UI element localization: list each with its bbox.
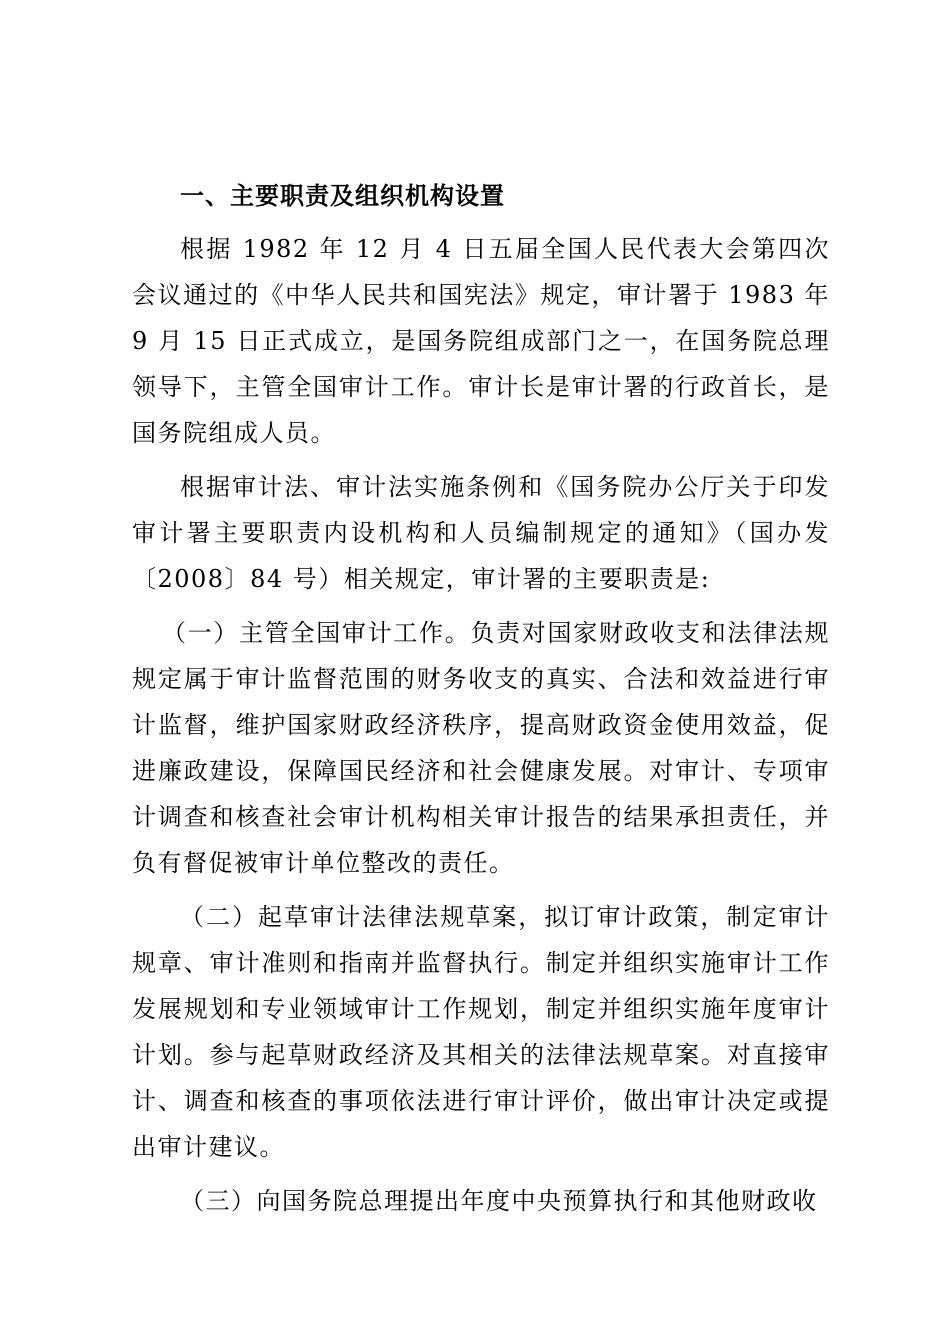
document-body — [132, 174, 830, 1224]
paragraph-duty-1: （一）主管全国审计工作。负责对国家财政收支和法律法规规定属于审计监督范围的财务收支的真实、合法和效益进行审计监督，维护国家财政经济秩序，提高财政资金使用效益，促进廉政建设，保障国民经济和社会健康发展。对审计、专项审计调查和核查社会审计机构相关审计报告的结果承担责任，并负有督促被审计单位整改的责任。 — [132, 619, 830, 877]
section-heading: 一、主要职责及组织机构设置 — [180, 182, 505, 210]
paragraph-duty-2: （二）起草审计法律法规草案，拟订审计政策，制定审计规章、审计准则和指南并监督执行。制定并组织实施审计工作发展规划和专业领域审计工作规划，制定并组织实施年度审计计划。参与起草财政经济及其相关的法律法规草案。对直接审计、调查和核查的事项依法进行审计评价，做出审计决定或提出审计建议。 — [132, 903, 830, 1161]
paragraph-legal-basis: 根据审计法、审计法实施条例和《国务院办公厅关于印发审计署主要职责内设机构和人员编制规定的通知》（国办发〔2008〕84 号）相关规定，审计署的主要职责是: — [132, 473, 830, 593]
paragraph-duty-3: （三）向国务院总理提出年度中央预算执行和其他财政收 — [180, 1187, 818, 1215]
paragraph-constitution: 根据 1982 年 12 月 4 日五届全国人民代表大会第四次会议通过的《中华人民共和国宪法》规定，审计署于 1983 年 9 月 15 日正式成立，是国务院组成部门之一，在国务院总理领导下，主管全国审计工作。审计长是审计署的行政首长，是国务院组成人员。 — [132, 235, 830, 447]
